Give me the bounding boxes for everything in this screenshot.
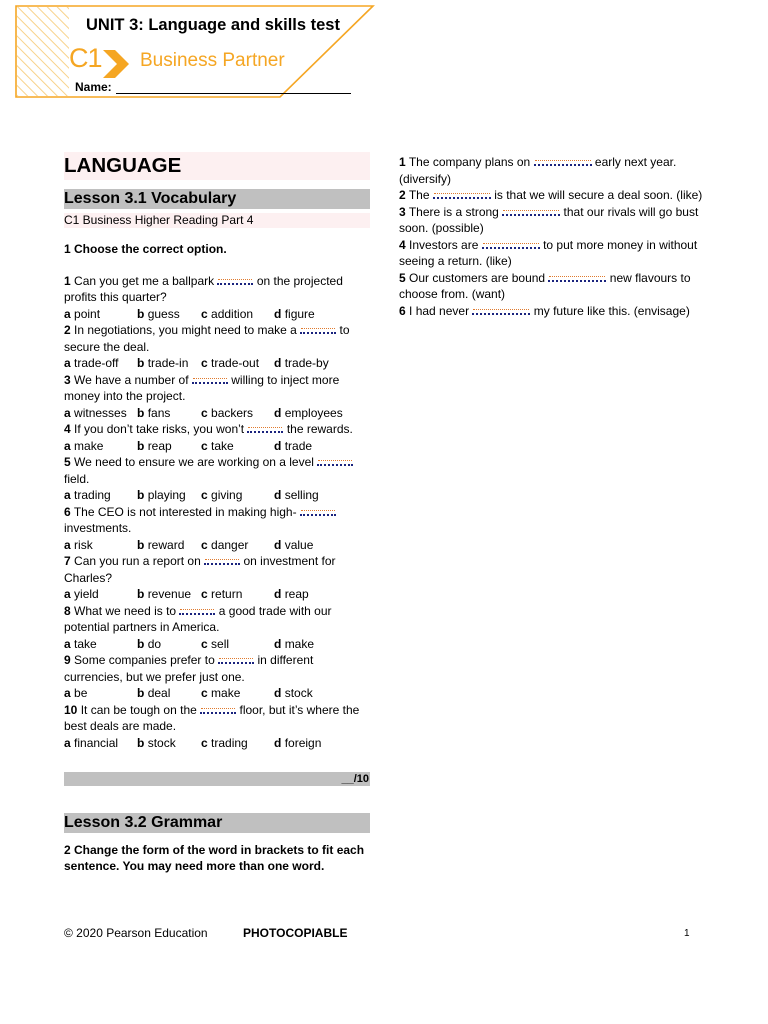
option-c[interactable] bbox=[201, 735, 274, 752]
lesson1-title: Lesson 3.1 Vocabulary bbox=[64, 189, 370, 209]
option-letter: b bbox=[137, 405, 145, 420]
option-text: reap bbox=[284, 587, 309, 601]
question-text-after: the rewards. bbox=[286, 422, 353, 436]
option-a[interactable] bbox=[64, 636, 137, 653]
option-a[interactable] bbox=[64, 405, 137, 422]
option-letter: c bbox=[201, 686, 208, 700]
option-text: employees bbox=[284, 405, 343, 420]
option-b[interactable] bbox=[137, 487, 201, 504]
answer-gap[interactable] bbox=[200, 702, 236, 714]
answer-gap[interactable] bbox=[192, 372, 228, 384]
option-text: trade-off bbox=[74, 356, 119, 370]
question-text-after: to secure the deal. bbox=[64, 323, 350, 354]
option-text: trade-by bbox=[284, 356, 329, 370]
option-text: yield bbox=[74, 587, 99, 601]
question-number: 8 bbox=[64, 603, 71, 618]
question-text-before: Our customers are bound bbox=[409, 270, 546, 285]
answer-gap[interactable] bbox=[548, 270, 606, 282]
question-text-before: Can you get me a ballpark bbox=[74, 273, 215, 288]
answer-gap[interactable] bbox=[217, 273, 253, 285]
lesson2-instruction: 2 Change the form of the word in brackets to fit each sentence. You may need more than one word. bbox=[64, 843, 365, 873]
question-number: 9 bbox=[64, 653, 71, 667]
grammar-question-1 bbox=[399, 154, 704, 187]
answer-gap[interactable] bbox=[433, 187, 491, 199]
option-letter: b bbox=[137, 735, 145, 750]
answer-gap[interactable] bbox=[247, 421, 283, 433]
option-letter: c bbox=[201, 735, 208, 750]
option-text: fans bbox=[147, 405, 171, 420]
option-letter: b bbox=[137, 488, 145, 502]
option-letter: c bbox=[201, 438, 208, 453]
question-number: 4 bbox=[64, 422, 71, 436]
option-d[interactable] bbox=[274, 405, 343, 422]
options-row bbox=[64, 438, 370, 455]
page-number: 1 bbox=[684, 928, 690, 939]
question-4 bbox=[64, 421, 370, 438]
option-text: be bbox=[74, 686, 88, 700]
question-3 bbox=[64, 372, 370, 405]
option-a[interactable] bbox=[64, 306, 137, 323]
option-c[interactable] bbox=[201, 636, 274, 653]
question-number: 5 bbox=[64, 455, 71, 469]
option-text: make bbox=[284, 636, 315, 651]
answer-gap[interactable] bbox=[482, 237, 540, 249]
unit-title: UNIT 3: Language and skills test bbox=[86, 16, 340, 34]
option-letter: a bbox=[64, 735, 71, 750]
option-letter: b bbox=[137, 306, 145, 321]
option-d[interactable] bbox=[274, 586, 309, 603]
question-text-after: is that we will secure a deal soon. (like) bbox=[494, 188, 703, 202]
grammar-question-5 bbox=[399, 270, 704, 303]
options-row bbox=[64, 636, 370, 653]
option-text: giving bbox=[211, 488, 243, 502]
left-column bbox=[64, 152, 370, 874]
option-d[interactable] bbox=[274, 487, 319, 504]
answer-gap[interactable] bbox=[218, 652, 254, 664]
option-letter: d bbox=[274, 587, 282, 601]
option-d[interactable] bbox=[274, 537, 313, 554]
option-c[interactable] bbox=[201, 537, 274, 554]
option-text: stock bbox=[284, 686, 313, 700]
option-text: revenue bbox=[147, 587, 192, 601]
option-letter: a bbox=[64, 537, 71, 552]
question-text-after: early next year. (diversify) bbox=[399, 155, 677, 186]
grammar-question-4 bbox=[399, 237, 704, 270]
option-text: trading bbox=[74, 488, 111, 502]
question-number: 1 bbox=[64, 273, 71, 288]
option-letter: a bbox=[64, 636, 71, 651]
option-letter: d bbox=[274, 537, 282, 552]
option-text: value bbox=[284, 537, 314, 552]
option-c[interactable] bbox=[201, 586, 274, 603]
option-b[interactable] bbox=[137, 405, 201, 422]
option-text: stock bbox=[147, 735, 176, 750]
option-d[interactable] bbox=[274, 735, 321, 752]
option-b[interactable] bbox=[137, 537, 201, 554]
option-text: take bbox=[211, 438, 234, 453]
option-letter: c bbox=[201, 537, 208, 552]
option-b[interactable] bbox=[137, 355, 201, 372]
question-text-after: in different currencies, but we prefer just one. bbox=[64, 653, 314, 684]
option-letter: c bbox=[201, 356, 208, 370]
option-text: backers bbox=[211, 405, 254, 420]
option-letter: d bbox=[274, 636, 282, 651]
option-letter: c bbox=[201, 636, 208, 651]
question-text-before: Some companies prefer to bbox=[74, 653, 215, 667]
question-text-before: What we need is to bbox=[74, 603, 177, 618]
question-number: 3 bbox=[64, 372, 71, 387]
option-text: trade-out bbox=[211, 356, 260, 370]
options-row bbox=[64, 355, 370, 372]
options-row bbox=[64, 685, 370, 702]
option-a[interactable] bbox=[64, 586, 137, 603]
footer-photocopiable: PHOTOCOPIABLE bbox=[243, 926, 348, 940]
option-text: guess bbox=[147, 306, 180, 321]
grammar-question-6 bbox=[399, 303, 704, 320]
option-c[interactable] bbox=[201, 438, 274, 455]
option-c[interactable] bbox=[201, 487, 274, 504]
option-text: reward bbox=[147, 537, 185, 552]
option-letter: b bbox=[137, 356, 145, 370]
option-text: deal bbox=[147, 686, 171, 700]
options-row bbox=[64, 405, 370, 422]
answer-gap[interactable] bbox=[534, 154, 592, 166]
option-b[interactable] bbox=[137, 685, 201, 702]
option-text: risk bbox=[74, 537, 93, 552]
option-text: foreign bbox=[284, 735, 322, 750]
option-a[interactable] bbox=[64, 438, 137, 455]
option-text: trading bbox=[211, 735, 248, 750]
question-text-after: on the projected profits this quarter? bbox=[64, 273, 343, 304]
question-text-before: The company plans on bbox=[408, 155, 531, 169]
option-letter: d bbox=[274, 306, 282, 321]
options-row bbox=[64, 735, 370, 752]
question-text-after: that our rivals will go bust soon. (possible) bbox=[399, 204, 699, 235]
question-number: 6 bbox=[64, 504, 71, 519]
option-a[interactable] bbox=[64, 355, 137, 372]
answer-gap[interactable] bbox=[300, 322, 336, 334]
option-text: selling bbox=[284, 488, 319, 502]
option-letter: c bbox=[201, 306, 208, 321]
option-b[interactable] bbox=[137, 438, 201, 455]
question-8 bbox=[64, 603, 370, 636]
question-text-after: a good trade with our potential partners in America. bbox=[64, 603, 332, 634]
question-7 bbox=[64, 553, 370, 586]
options-row bbox=[64, 586, 370, 603]
options-row bbox=[64, 487, 370, 504]
logo-brand: Business Partner bbox=[140, 50, 285, 71]
option-letter: a bbox=[64, 488, 71, 502]
option-letter: d bbox=[274, 488, 282, 502]
option-text: danger bbox=[211, 537, 249, 552]
option-letter: b bbox=[137, 686, 145, 700]
question-number: 10 bbox=[64, 702, 78, 717]
chevron-right-icon bbox=[101, 48, 131, 80]
question-number: 6 bbox=[399, 303, 406, 318]
option-letter: d bbox=[274, 356, 282, 370]
option-letter: c bbox=[201, 405, 208, 420]
option-letter: a bbox=[64, 356, 71, 370]
option-text: make bbox=[211, 686, 241, 700]
question-number: 3 bbox=[399, 204, 406, 219]
option-c[interactable] bbox=[201, 685, 274, 702]
lesson1-subtitle: C1 Business Higher Reading Part 4 bbox=[64, 213, 370, 228]
question-text-before: We need to ensure we are working on a level bbox=[74, 455, 314, 469]
option-text: do bbox=[147, 636, 162, 651]
question-text-after: floor, but it’s where the best deals are made. bbox=[64, 702, 360, 733]
option-letter: d bbox=[274, 405, 282, 420]
question-9 bbox=[64, 652, 370, 685]
option-a[interactable] bbox=[64, 685, 137, 702]
options-row bbox=[64, 537, 370, 554]
option-d[interactable] bbox=[274, 636, 314, 653]
question-5 bbox=[64, 454, 370, 487]
answer-gap[interactable] bbox=[317, 454, 353, 466]
option-text: addition bbox=[211, 306, 254, 321]
answer-gap[interactable] bbox=[472, 303, 530, 315]
option-text: take bbox=[74, 636, 97, 651]
answer-gap[interactable] bbox=[502, 204, 560, 216]
option-letter: d bbox=[274, 735, 282, 750]
question-text-after: my future like this. (envisage) bbox=[533, 303, 690, 318]
question-text-after: field. bbox=[64, 471, 90, 486]
option-text: return bbox=[211, 587, 243, 601]
question-text-after: to put more money in without seeing a return. (like) bbox=[399, 237, 698, 268]
question-text-after: willing to inject more money into the project. bbox=[64, 372, 340, 403]
option-text: point bbox=[74, 306, 101, 321]
question-number: 5 bbox=[399, 270, 406, 285]
question-2 bbox=[64, 322, 370, 355]
option-d[interactable] bbox=[274, 306, 315, 323]
option-letter: a bbox=[64, 686, 71, 700]
question-number: 7 bbox=[64, 554, 71, 568]
option-d[interactable] bbox=[274, 685, 313, 702]
answer-gap[interactable] bbox=[300, 504, 336, 516]
option-a[interactable] bbox=[64, 735, 137, 752]
option-a[interactable] bbox=[64, 537, 137, 554]
question-10 bbox=[64, 702, 370, 735]
question-text-before: If you don’t take risks, you won’t bbox=[74, 422, 245, 436]
question-text-before: There is a strong bbox=[408, 204, 499, 219]
option-letter: b bbox=[137, 537, 145, 552]
vocabulary-questions bbox=[64, 273, 370, 752]
question-text-before: Investors are bbox=[409, 237, 479, 252]
lesson2-title: Lesson 3.2 Grammar bbox=[64, 813, 370, 833]
option-letter: c bbox=[201, 587, 208, 601]
question-text-after: on investment for Charles? bbox=[64, 554, 336, 585]
score-label: __/10 bbox=[341, 773, 369, 785]
grammar-question-3 bbox=[399, 204, 704, 237]
option-text: financial bbox=[74, 735, 119, 750]
option-letter: a bbox=[64, 438, 71, 453]
question-number: 4 bbox=[399, 237, 406, 252]
option-text: reap bbox=[147, 438, 172, 453]
answer-gap[interactable] bbox=[179, 603, 215, 615]
footer-copyright: © 2020 Pearson Education bbox=[64, 926, 208, 940]
name-label: Name: bbox=[75, 80, 112, 94]
question-text-after: investments. bbox=[64, 521, 132, 535]
option-letter: a bbox=[64, 306, 71, 321]
score-bar bbox=[64, 772, 370, 786]
option-letter: b bbox=[137, 587, 145, 601]
option-b[interactable] bbox=[137, 586, 201, 603]
lesson1-instruction: 1 Choose the correct option. bbox=[64, 242, 227, 256]
option-text: make bbox=[74, 438, 104, 453]
question-text-before: In negotiations, you might need to make a bbox=[74, 323, 297, 337]
option-d[interactable] bbox=[274, 355, 329, 372]
logo-level: C1 bbox=[69, 43, 102, 73]
option-b[interactable] bbox=[137, 735, 201, 752]
question-text-before: The CEO is not interested in making high- bbox=[73, 504, 297, 519]
option-text: figure bbox=[284, 306, 315, 321]
question-text-before: Can you run a report on bbox=[74, 554, 201, 568]
answer-gap[interactable] bbox=[204, 553, 240, 565]
option-c[interactable] bbox=[201, 405, 274, 422]
question-text-before: It can be tough on the bbox=[80, 702, 197, 717]
option-letter: d bbox=[274, 438, 282, 453]
option-b[interactable] bbox=[137, 636, 201, 653]
option-text: sell bbox=[211, 636, 230, 651]
option-letter: b bbox=[137, 636, 145, 651]
options-row bbox=[64, 306, 370, 323]
option-text: trade-in bbox=[147, 356, 189, 370]
section-title: LANGUAGE bbox=[64, 152, 370, 180]
option-c[interactable] bbox=[201, 355, 274, 372]
option-a[interactable] bbox=[64, 487, 137, 504]
option-letter: c bbox=[201, 488, 208, 502]
option-letter: d bbox=[274, 686, 282, 700]
question-1 bbox=[64, 273, 370, 306]
grammar-questions bbox=[399, 154, 704, 319]
question-number: 2 bbox=[64, 323, 71, 337]
question-text-before: We have a number of bbox=[74, 372, 189, 387]
option-text: playing bbox=[147, 488, 186, 502]
question-text-before: The bbox=[408, 188, 430, 202]
option-letter: b bbox=[137, 438, 145, 453]
option-text: trade bbox=[284, 438, 313, 453]
option-d[interactable] bbox=[274, 438, 312, 455]
question-number: 1 bbox=[399, 155, 406, 169]
grammar-question-2 bbox=[399, 187, 704, 204]
question-6 bbox=[64, 504, 370, 537]
question-text-before: I had never bbox=[409, 303, 470, 318]
option-b[interactable] bbox=[137, 306, 201, 323]
question-text-after: new flavours to choose from. (want) bbox=[399, 270, 691, 301]
name-field[interactable] bbox=[116, 93, 351, 94]
option-c[interactable] bbox=[201, 306, 274, 323]
option-text: witnesses bbox=[74, 405, 127, 420]
option-letter: a bbox=[64, 587, 71, 601]
question-number: 2 bbox=[399, 188, 406, 202]
option-letter: a bbox=[64, 405, 71, 420]
